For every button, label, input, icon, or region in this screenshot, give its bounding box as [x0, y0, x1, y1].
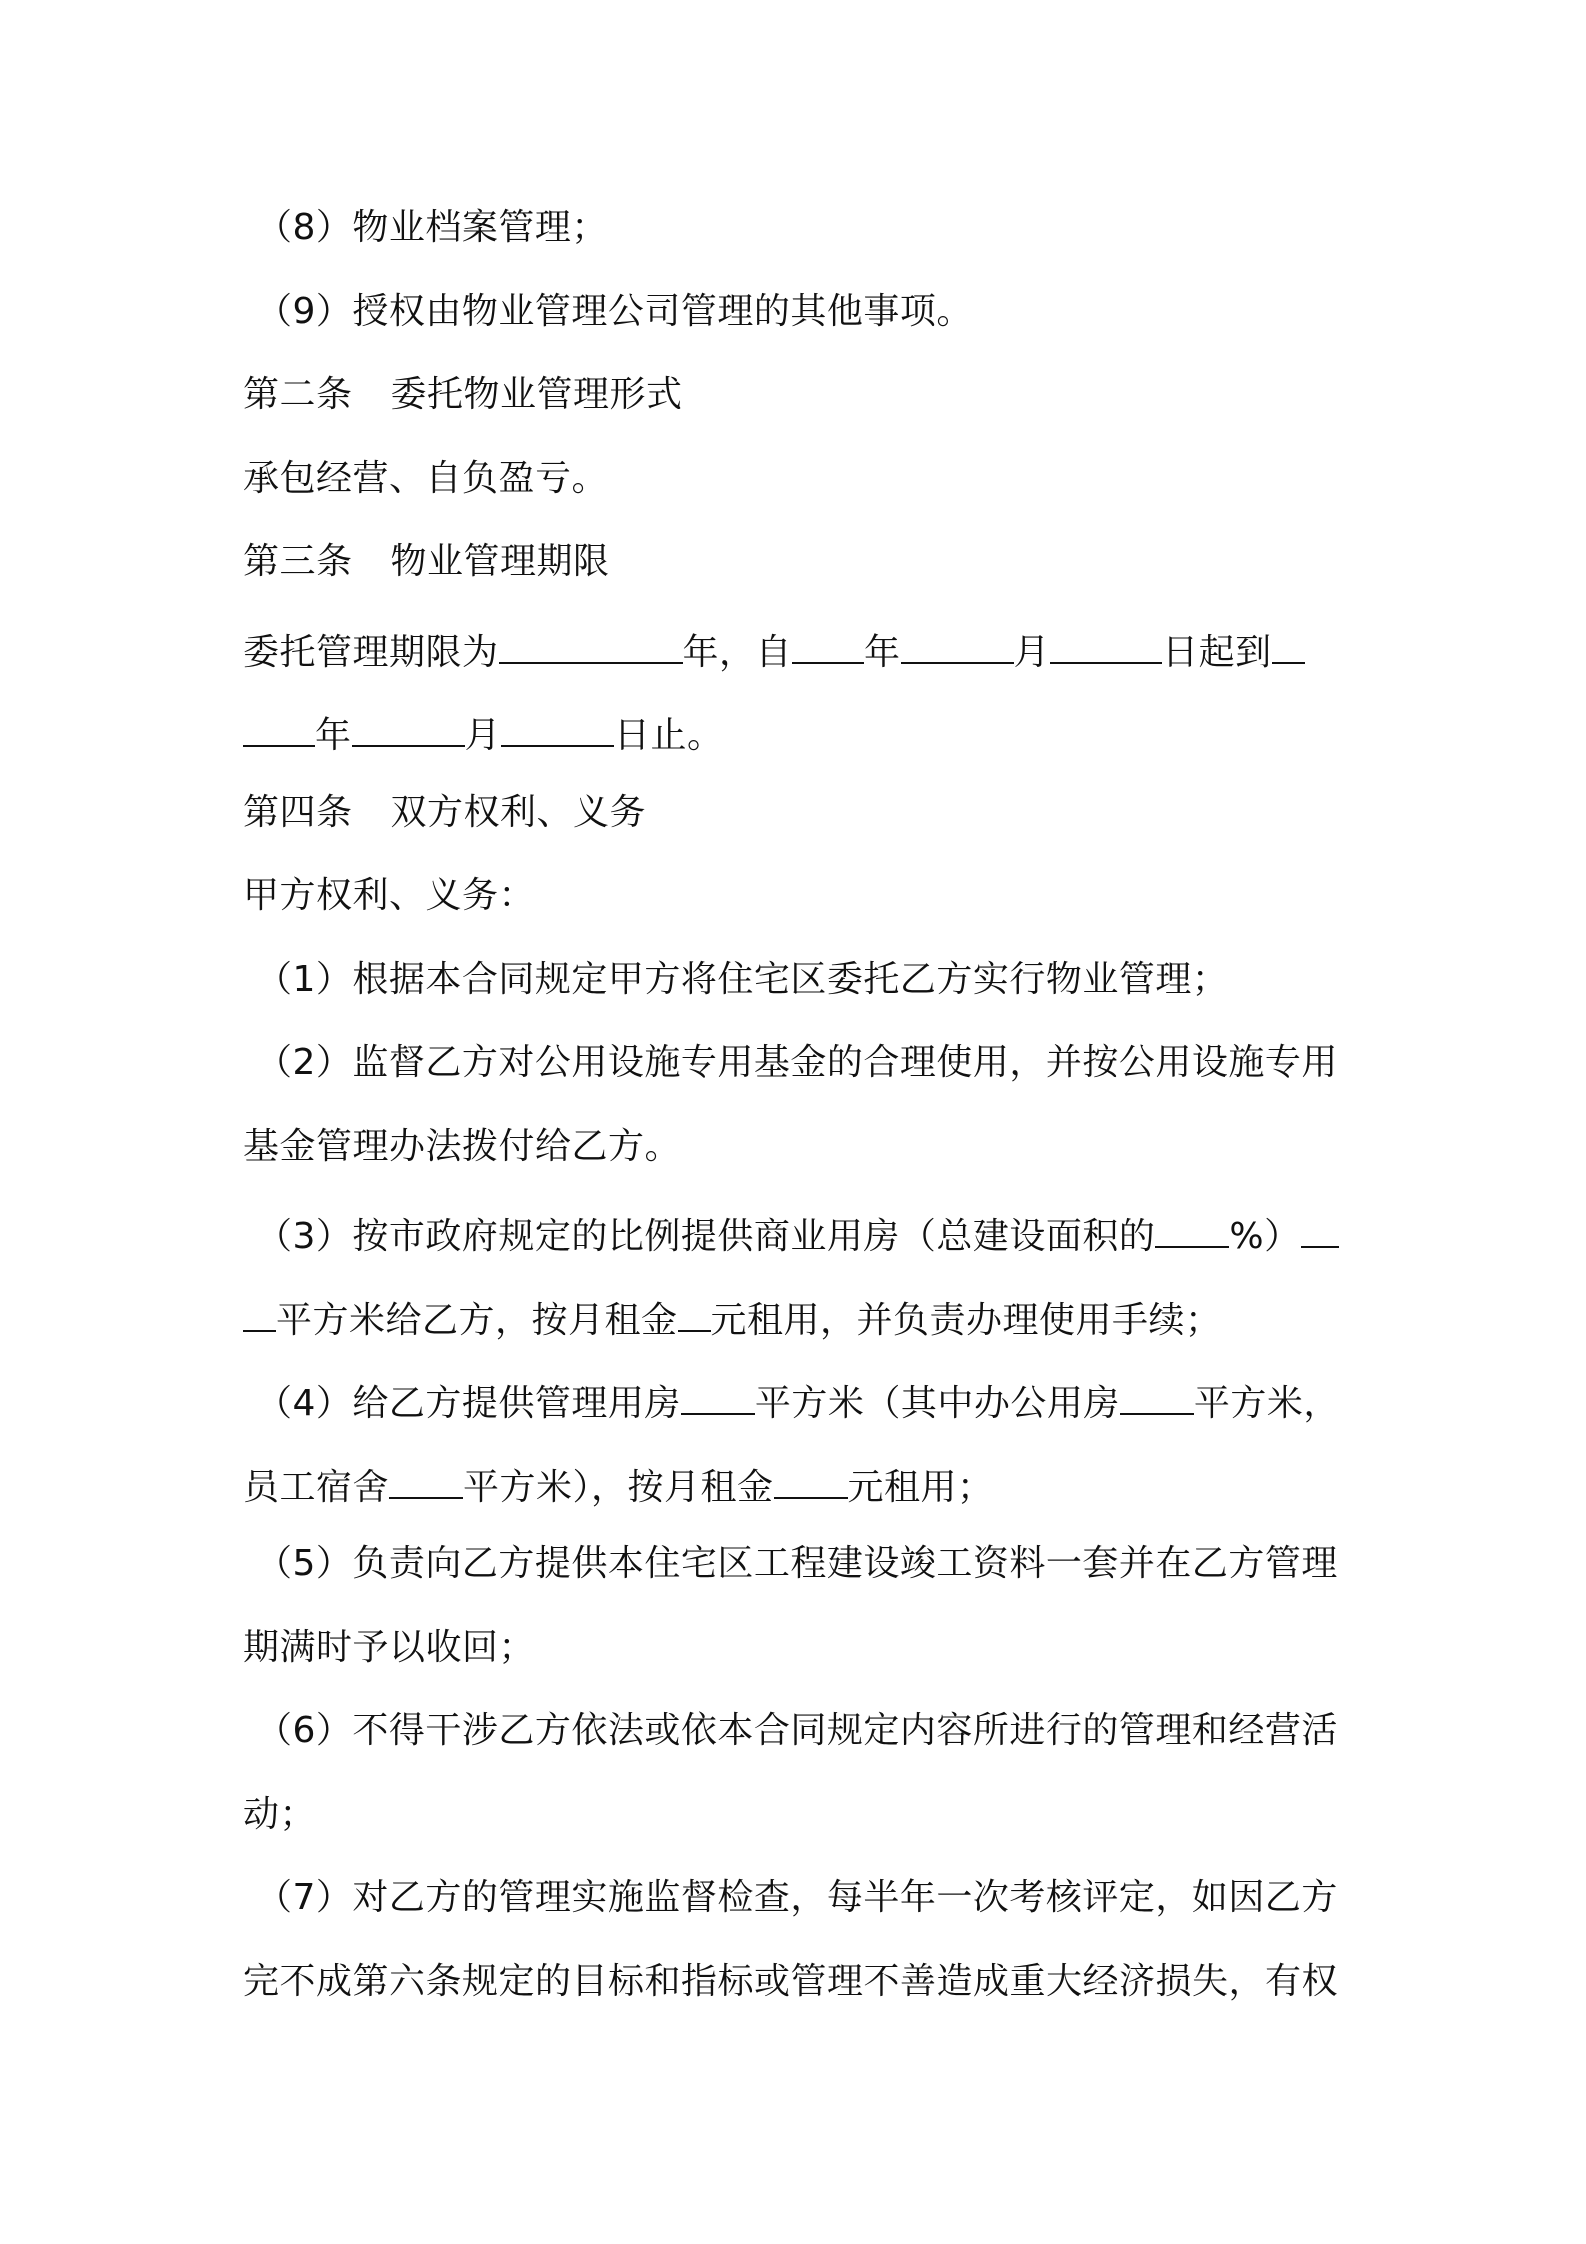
line-text: 平方米（其中办公用房	[754, 1383, 1120, 1424]
article-heading	[243, 534, 1353, 618]
line-text: （1）根据本合同规定甲方将住宅区委托乙方实行物业管理；	[256, 958, 1229, 1000]
text-line	[243, 1787, 1353, 1871]
blank-field	[389, 1453, 463, 1499]
text-line	[243, 1453, 1353, 1537]
line-text: （5）负责向乙方提供本住宅区工程建设竣工资料一套并在乙方管理	[256, 1543, 1338, 1584]
line-text: （7）对乙方的管理实施监督检查，每半年一次考核评定，如因乙方	[256, 1877, 1338, 1918]
line-text: 月	[464, 715, 502, 756]
blank-field	[792, 618, 864, 664]
line-text: %）	[1229, 1216, 1301, 1257]
line-text: 甲方权利、义务：	[243, 875, 536, 916]
blank-field	[499, 618, 683, 664]
text-line	[243, 1954, 1353, 2038]
article-title: 委托物业管理形式	[390, 374, 683, 415]
blank-field	[501, 701, 614, 747]
blank-field	[678, 1286, 711, 1332]
line-text: 员工宿舍	[243, 1466, 390, 1508]
text-line	[243, 451, 1353, 535]
line-text: 年，自	[682, 631, 793, 673]
line-text: （8）物业档案管理；	[256, 207, 608, 248]
blank-field	[1272, 618, 1305, 664]
line-text: （4）给乙方提供管理用房	[256, 1383, 681, 1424]
blank-field	[1155, 1202, 1229, 1248]
article-number: 第三条	[243, 541, 353, 582]
line-text: 平方米，	[1193, 1383, 1340, 1424]
text-line	[243, 952, 1353, 1036]
line-text: 元租用；	[847, 1466, 994, 1508]
blank-field	[1301, 1202, 1339, 1248]
text-line	[243, 868, 1353, 952]
line-text: 年	[315, 715, 352, 756]
text-line	[243, 200, 1353, 284]
blank-field	[1050, 618, 1162, 664]
text-line	[243, 1703, 1353, 1787]
text-line	[243, 1119, 1353, 1203]
text-line	[243, 1369, 1353, 1453]
line-text: 平方米），按月租金	[463, 1466, 774, 1508]
text-line	[243, 1536, 1353, 1620]
blank-field	[243, 701, 315, 747]
blank-field	[1120, 1369, 1194, 1415]
blank-field	[352, 701, 465, 747]
line-text: 平方米给乙方，按月租金	[276, 1299, 678, 1341]
text-line	[243, 1286, 1353, 1370]
blank-field	[901, 618, 1014, 664]
line-text: 期满时予以收回；	[243, 1626, 536, 1668]
text-line	[243, 1035, 1353, 1119]
text-line	[243, 701, 1353, 785]
line-text: 承包经营、自负盈亏。	[243, 457, 609, 499]
blank-field	[681, 1369, 755, 1415]
text-line	[243, 284, 1353, 368]
text-line	[243, 1620, 1353, 1704]
line-text: （3）按市政府规定的比例提供商业用房（总建设面积的	[256, 1216, 1156, 1257]
text-line	[243, 1870, 1353, 1954]
article-heading	[243, 785, 1353, 869]
line-text: （9）授权由物业管理公司管理的其他事项。	[256, 290, 973, 332]
line-text: 动；	[243, 1793, 317, 1835]
line-text: （2）监督乙方对公用设施专用基金的合理使用，并按公用设施专用	[256, 1042, 1338, 1083]
text-line	[243, 618, 1353, 702]
blank-field	[243, 1286, 276, 1332]
line-text: 委托管理期限为	[243, 631, 499, 673]
text-line	[243, 1202, 1353, 1286]
blank-field	[774, 1453, 848, 1499]
line-text: 基金管理办法拨付给乙方。	[243, 1125, 682, 1167]
article-number: 第二条	[243, 374, 353, 415]
line-text: 年	[864, 631, 901, 673]
article-title: 物业管理期限	[390, 541, 610, 582]
line-text: 元租用，并负责办理使用手续；	[710, 1299, 1222, 1341]
article-heading	[243, 367, 1353, 451]
line-text: 日起到	[1162, 631, 1272, 673]
line-text: 完不成第六条规定的目标和指标或管理不善造成重大经济损失，有权	[243, 1960, 1339, 2002]
line-text: 月	[1013, 631, 1051, 673]
line-text: 日止。	[614, 715, 724, 756]
document-body	[243, 200, 1353, 2037]
line-text: （6）不得干涉乙方依法或依本合同规定内容所进行的管理和经营活	[256, 1710, 1338, 1751]
article-number: 第四条	[243, 791, 353, 833]
article-title: 双方权利、义务	[390, 791, 647, 833]
